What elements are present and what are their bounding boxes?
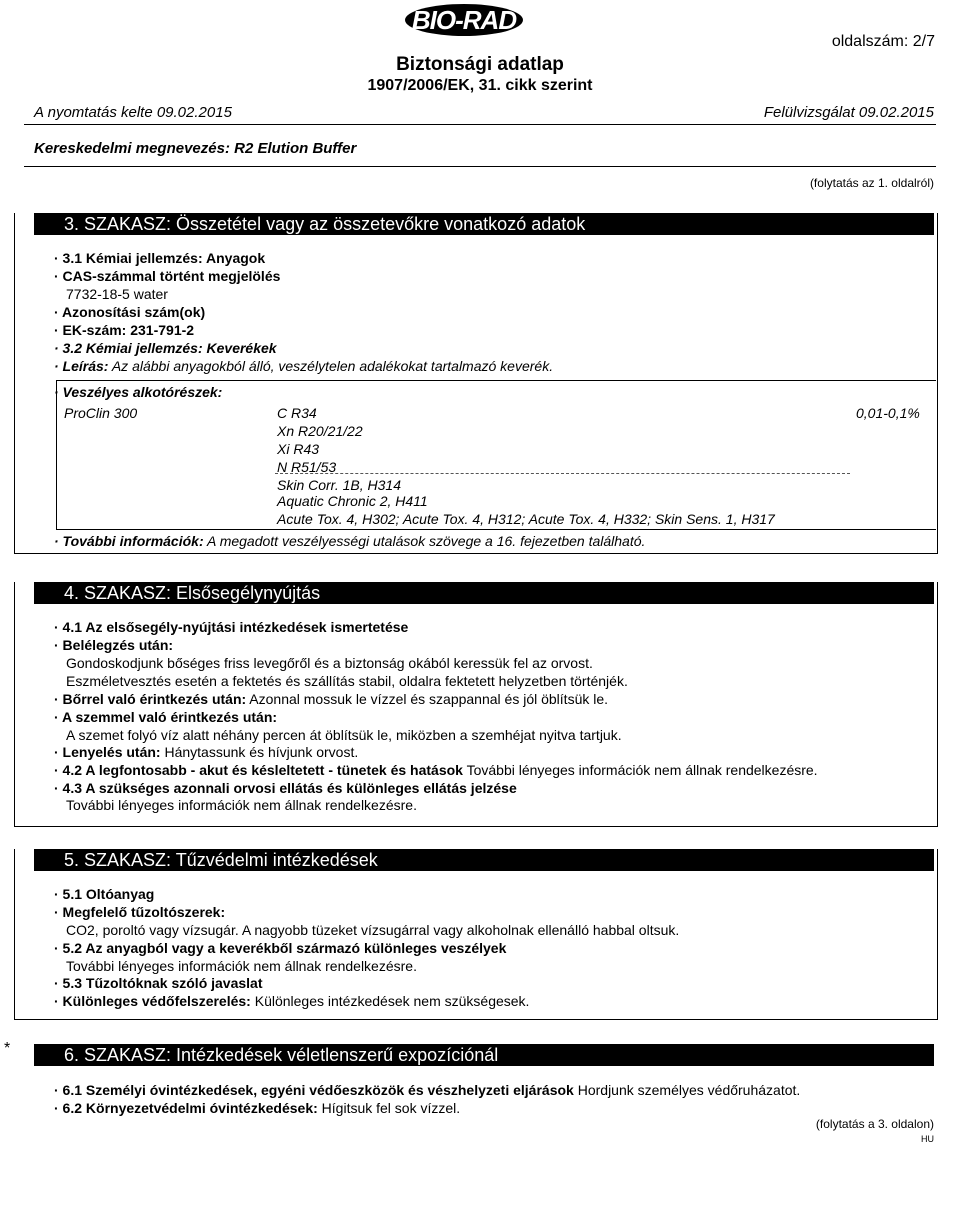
- s3-line: 7732-18-5 water: [66, 286, 168, 302]
- revision-date: Felülvizsgálat 09.02.2015: [763, 104, 934, 121]
- section-6-title: 6. SZAKASZ: Intézkedések véletlenszerű expozíciónál: [34, 1044, 934, 1066]
- s4-line: Eszméletvesztés esetén a fektetés és szállítás stabil, oldalra fektetett helyzetben történjék.: [66, 673, 628, 689]
- s3-line: · Azonosítási szám(ok): [54, 304, 206, 320]
- hazard-label: · Veszélyes alkotórészek:: [54, 384, 223, 400]
- s5-line: További lényeges információk nem állnak rendelkezésre.: [66, 958, 417, 974]
- print-date: A nyomtatás kelte 09.02.2015: [34, 104, 232, 121]
- component-name: ProClin 300: [64, 405, 138, 421]
- component-clp: Aquatic Chronic 2, H411: [277, 493, 428, 509]
- s4-line: · Belélegzés után:: [54, 637, 174, 653]
- s3-line: · EK-szám: 231-791-2: [54, 322, 195, 338]
- s5-line: · 5.1 Oltóanyag: [54, 886, 155, 902]
- s5-line: CO2, poroltó vagy vízsugár. A nagyobb tüzeket vízsugárral vagy alkoholnak ellenálló habbal oltsuk.: [66, 922, 680, 938]
- table-dashed-divider: [275, 473, 850, 474]
- component-class: C R34: [277, 405, 317, 421]
- s4-line: A szemet folyó víz alatt néhány percen át öblítsük le, miközben a szemhéjat nyitva tartjuk.: [66, 727, 622, 743]
- trade-divider: [24, 166, 936, 167]
- trade-name: Kereskedelmi megnevezés: R2 Elution Buffer: [34, 140, 357, 157]
- s3-more-info: · További információk: A megadott veszélyességi utalások szövege a 16. fejezetben található.: [54, 533, 646, 549]
- header-divider: [24, 124, 936, 125]
- s4-line: · 4.2 A legfontosabb - akut és késleltetett - tünetek és hatások További lényeges információk nem állnak rendelkezésre.: [54, 762, 818, 778]
- hazardous-components-table: [56, 380, 936, 530]
- s4-line: · A szemmel való érintkezés után:: [54, 709, 278, 725]
- s4-line: · 4.1 Az elsősegély-nyújtási intézkedések ismertetése: [54, 619, 409, 635]
- section-3-title: 3. SZAKASZ: Összetétel vagy az összetevőkre vonatkozó adatok: [34, 213, 934, 235]
- continued-from: (folytatás az 1. oldalról): [809, 176, 934, 190]
- s3-line: · Leírás: Az alábbi anyagokból álló, veszélytelen adalékokat tartalmazó keverék.: [54, 358, 554, 374]
- document-subtitle: 1907/2006/EK, 31. cikk szerint: [367, 77, 593, 94]
- section-4-title: 4. SZAKASZ: Elsősegélynyújtás: [34, 582, 934, 604]
- s6-line: · 6.2 Környezetvédelmi óvintézkedések: Hígitsuk fel sok vízzel.: [54, 1100, 461, 1116]
- continued-to: (folytatás a 3. oldalon): [815, 1117, 934, 1131]
- page-number: oldalszám: 2/7: [831, 33, 935, 50]
- component-class: N R51/53: [277, 459, 337, 475]
- section-5-title: 5. SZAKASZ: Tűzvédelmi intézkedések: [34, 849, 934, 871]
- bio-rad-logo: BIO-RAD: [405, 4, 523, 36]
- component-class: Xn R20/21/22: [277, 423, 363, 439]
- s4-line: · 4.3 A szükséges azonnali orvosi ellátás és különleges ellátás jelzése: [54, 780, 517, 796]
- s4-line: További lényeges információk nem állnak rendelkezésre.: [66, 797, 417, 813]
- s3-line: · 3.2 Kémiai jellemzés: Keverékek: [54, 340, 277, 356]
- s5-line: · Különleges védőfelszerelés: Különleges intézkedések nem szükségesek.: [54, 993, 530, 1009]
- revision-marker: *: [4, 1040, 11, 1057]
- s3-line: · 3.1 Kémiai jellemzés: Anyagok: [54, 250, 266, 266]
- s4-line: Gondoskodjunk bőséges friss levegőről és a biztonság okából keressük fel az orvost.: [66, 655, 593, 671]
- s4-line: · Bőrrel való érintkezés után: Azonnal mossuk le vízzel és szappannal és jól öblítsük le.: [54, 691, 609, 707]
- document-title: Biztonsági adatlap: [396, 54, 564, 75]
- component-concentration: 0,01-0,1%: [856, 405, 920, 421]
- component-class: Xi R43: [277, 441, 320, 457]
- s3-line: · CAS-számmal történt megjelölés: [54, 268, 281, 284]
- s6-line: · 6.1 Személyi óvintézkedések, egyéni védőeszközök és vészhelyzeti eljárások Hordjunk személyes védőruházatot.: [54, 1082, 801, 1098]
- component-clp: Acute Tox. 4, H302; Acute Tox. 4, H312; Acute Tox. 4, H332; Skin Sens. 1, H317: [277, 511, 775, 527]
- s4-line: · Lenyelés után: Hánytassunk és hívjunk orvost.: [54, 744, 359, 760]
- s5-line: · Megfelelő tűzoltószerek:: [54, 904, 226, 920]
- component-clp: Skin Corr. 1B, H314: [277, 477, 401, 493]
- s5-line: · 5.2 Az anyagból vagy a keverékből származó különleges veszélyek: [54, 940, 507, 956]
- s5-line: · 5.3 Tűzoltóknak szóló javaslat: [54, 975, 263, 991]
- language-code: HU: [921, 1134, 934, 1144]
